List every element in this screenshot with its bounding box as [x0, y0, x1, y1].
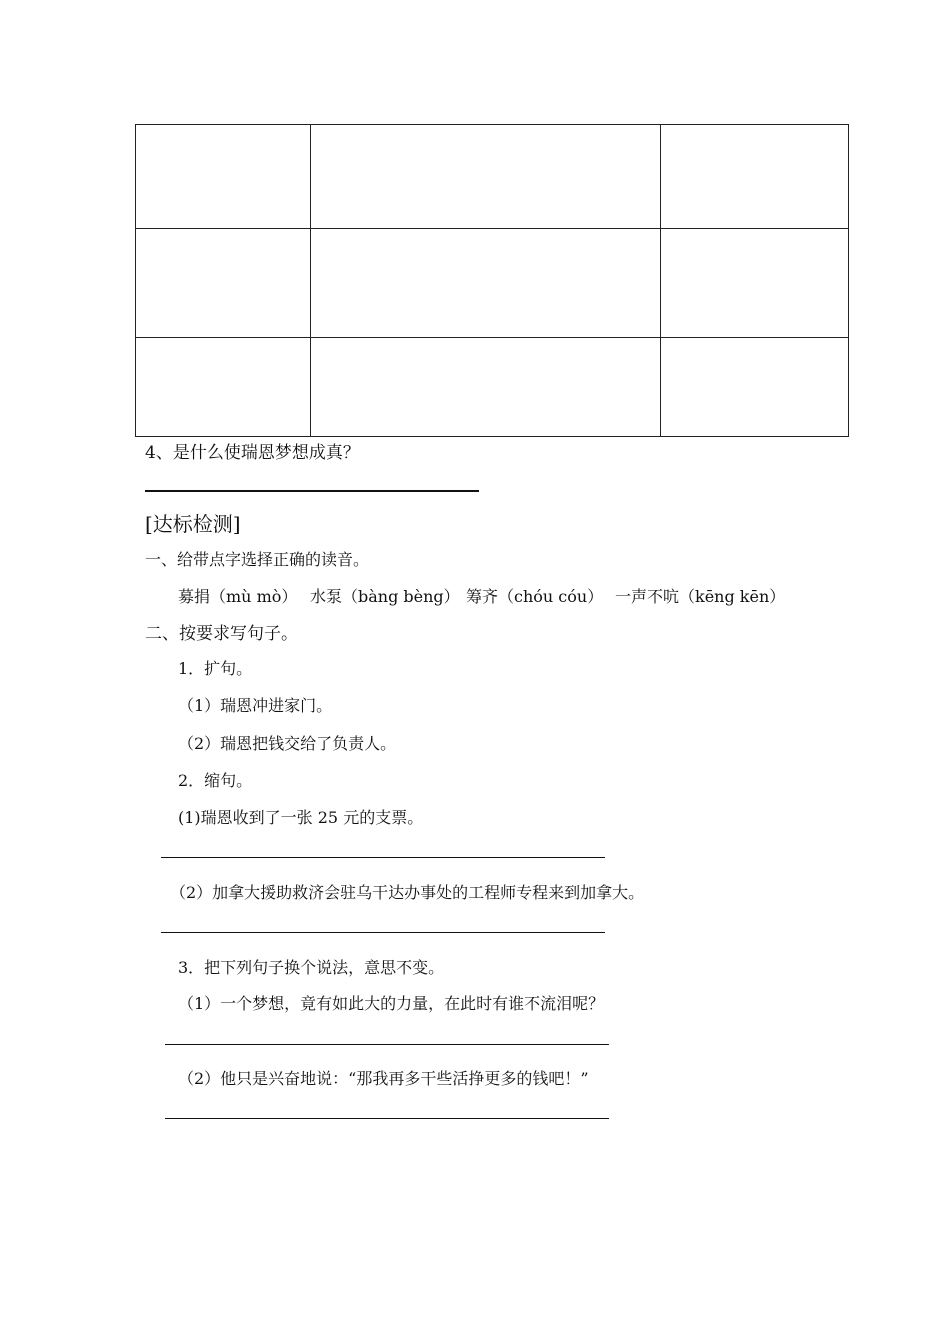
answer-line[interactable]: [165, 1118, 609, 1119]
answer-line[interactable]: [161, 857, 605, 858]
table-cell[interactable]: [310, 125, 661, 229]
question-item: （2）加拿大援助救济会驻乌干达办事处的工程师专程来到加拿大。: [170, 883, 645, 902]
pinyin-item: 一声不吭（kēng kēn）: [615, 587, 786, 606]
answer-line[interactable]: [145, 490, 479, 492]
question-4: 4、是什么使瑞恩梦想成真？: [145, 443, 360, 463]
table-cell[interactable]: [661, 229, 849, 338]
table-cell[interactable]: [136, 338, 311, 437]
question-item: （2）他只是兴奋地说：“那我再多干些活挣更多的钱吧！”: [178, 1069, 589, 1088]
table-cell[interactable]: [661, 338, 849, 437]
question-label: 3．把下列句子换个说法，意思不变。: [178, 958, 445, 977]
table-row: [136, 229, 849, 338]
table-cell[interactable]: [136, 125, 311, 229]
answer-line[interactable]: [165, 1044, 609, 1045]
answer-table: [135, 124, 849, 437]
pinyin-item: 募捐（mù mò）: [178, 587, 298, 606]
question-item: (1)瑞恩收到了一张 25 元的支票。: [178, 808, 424, 827]
question-label: 2．缩句。: [178, 771, 253, 790]
table-cell[interactable]: [310, 338, 661, 437]
table-row: [136, 338, 849, 437]
table-cell[interactable]: [310, 229, 661, 338]
table-cell[interactable]: [136, 229, 311, 338]
pinyin-item: 水泵（bàng bèng）: [310, 587, 460, 606]
section-title: [达标检测]: [145, 512, 241, 536]
table-cell[interactable]: [661, 125, 849, 229]
question-label: 1．扩句。: [178, 659, 253, 678]
part2-heading: 二、按要求写句子。: [145, 624, 298, 644]
table-row: [136, 125, 849, 229]
pinyin-item: 筹齐（chóu cóu）: [466, 587, 604, 606]
question-item: （2）瑞恩把钱交给了负责人。: [178, 734, 397, 753]
question-item: （1）瑞恩冲进家门。: [178, 696, 333, 715]
question-item: （1）一个梦想，竟有如此大的力量，在此时有谁不流泪呢？: [178, 994, 605, 1013]
answer-line[interactable]: [161, 932, 605, 933]
part1-heading: 一、给带点字选择正确的读音。: [145, 550, 370, 569]
